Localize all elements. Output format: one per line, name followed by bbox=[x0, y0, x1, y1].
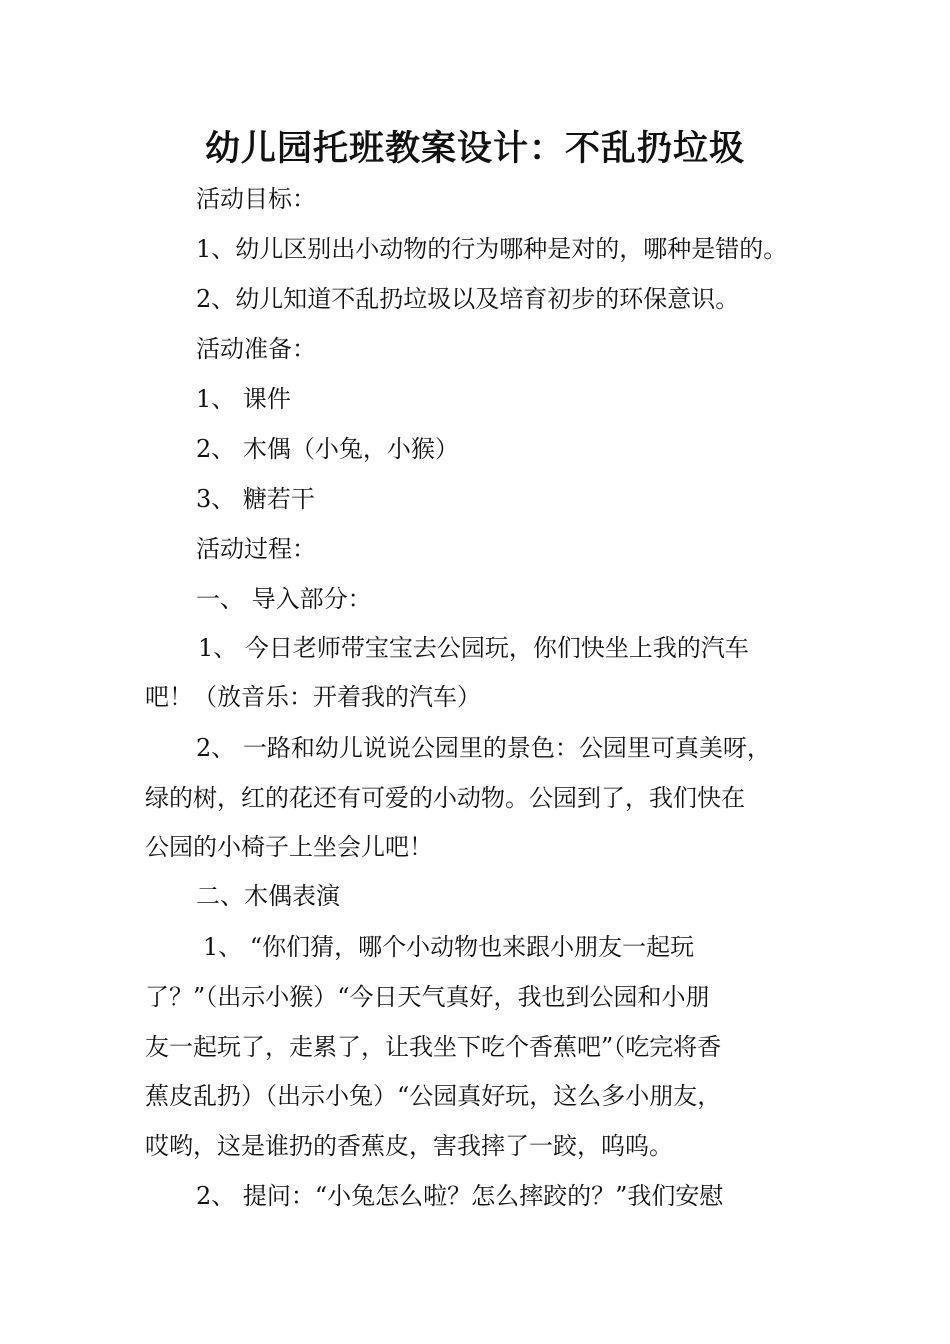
section-heading-process: 活动过程： bbox=[196, 535, 316, 563]
paragraph-line: 2、 一路和幼儿说说公园里的景色：公园里可真美呀， bbox=[196, 734, 771, 762]
paragraph-line: 1、 “你们猜，哪个小动物也来跟小朋友一起玩 bbox=[203, 933, 695, 961]
section-heading-goals: 活动目标： bbox=[196, 185, 316, 213]
process-part-1-heading: 一、 导入部分： bbox=[196, 585, 372, 613]
paragraph-line: 吧！（放音乐：开着我的汽车） bbox=[145, 683, 481, 711]
paragraph-line: 哎哟，这是谁扔的香蕉皮，害我摔了一跤，呜呜。 bbox=[145, 1132, 673, 1160]
preparation-item-2: 2、 木偶（小兔，小猴） bbox=[196, 435, 459, 463]
preparation-item-3: 3、 糖若干 bbox=[196, 485, 315, 513]
paragraph-line: 友一起玩了，走累了，让我坐下吃个香蕉吧”（吃完将香 bbox=[145, 1033, 722, 1061]
preparation-item-1: 1、 课件 bbox=[196, 385, 291, 413]
paragraph-line: 公园的小椅子上坐会儿吧！ bbox=[145, 833, 433, 861]
document-title: 幼儿园托班教案设计：不乱扔垃圾 bbox=[204, 129, 745, 169]
paragraph-line: 1、 今日老师带宝宝去公园玩，你们快坐上我的汽车 bbox=[198, 634, 749, 662]
paragraph-line: 了？”（出示小猴）“今日天气真好，我也到公园和小朋 bbox=[145, 983, 710, 1011]
paragraph-line: 2、 提问：“小兔怎么啦？怎么摔跤的？”我们安慰 bbox=[196, 1182, 724, 1210]
goal-item-1: 1、幼儿区别出小动物的行为哪种是对的，哪种是错的。 bbox=[196, 235, 788, 263]
goal-item-2: 2、幼儿知道不乱扔垃圾以及培育初步的环保意识。 bbox=[196, 285, 740, 313]
process-part-2-heading: 二、木偶表演 bbox=[196, 882, 340, 910]
paragraph-line: 绿的树，红的花还有可爱的小动物。公园到了，我们快在 bbox=[145, 784, 745, 812]
paragraph-line: 蕉皮乱扔）（出示小兔）“公园真好玩，这么多小朋友， bbox=[145, 1082, 722, 1110]
section-heading-preparation: 活动准备： bbox=[196, 335, 316, 363]
